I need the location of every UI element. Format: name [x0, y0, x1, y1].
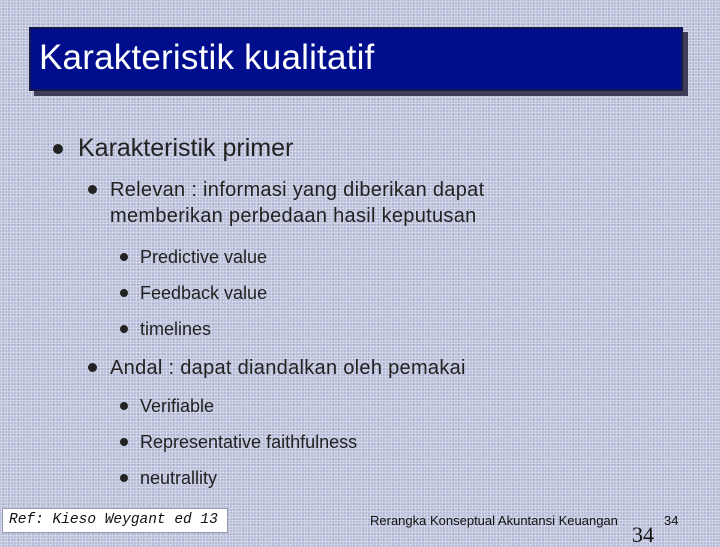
bullet-dot-icon: [120, 438, 128, 446]
bullet-dot-icon: [88, 363, 97, 372]
slide-title: Karakteristik kualitatif: [39, 38, 375, 77]
sub-bullet-label: Representative faithfulness: [140, 432, 358, 452]
sub-bullet-feedback-value: [120, 283, 267, 303]
sub-bullet-representative-faithfulness: [120, 432, 357, 452]
bullet-dot-icon: [88, 185, 97, 194]
bullet-label: Karakteristik primer: [78, 134, 294, 162]
bullet-label: Relevan : informasi yang diberikan dapat memberikan perbedaan hasil keputusan: [110, 179, 485, 227]
bullet-dot-icon: [120, 474, 128, 482]
footer-title: Rerangka Konseptual Akuntansi Keuangan: [370, 513, 618, 528]
sub-bullet-label: Feedback value: [140, 283, 268, 303]
reference-text: Ref: Kieso Weygant ed 13: [9, 512, 218, 528]
bullet-andal: [88, 355, 466, 381]
bullet-relevan: [88, 177, 590, 229]
slide-number: 34: [632, 522, 654, 547]
bullet-dot-icon: [120, 402, 128, 410]
sub-bullet-label: Predictive value: [140, 247, 268, 267]
sub-bullet-timelines: [120, 319, 211, 339]
bullet-label: Andal : dapat diandalkan oleh pemakai: [110, 357, 466, 379]
sub-bullet-label: neutrallity: [140, 468, 218, 488]
sub-bullet-predictive-value: [120, 247, 267, 267]
reference-box: [2, 508, 228, 533]
bullet-dot-icon: [53, 144, 63, 154]
bullet-dot-icon: [120, 325, 128, 333]
bullet-karakteristik-primer: [53, 133, 293, 163]
sub-bullet-neutrallity: [120, 468, 217, 488]
bullet-dot-icon: [120, 253, 128, 261]
sub-bullet-label: Verifiable: [140, 396, 215, 416]
bullet-dot-icon: [120, 289, 128, 297]
title-banner: [29, 27, 683, 91]
footer-page-number: 34: [664, 513, 679, 528]
sub-bullet-label: timelines: [140, 319, 212, 339]
sub-bullet-verifiable: [120, 396, 214, 416]
